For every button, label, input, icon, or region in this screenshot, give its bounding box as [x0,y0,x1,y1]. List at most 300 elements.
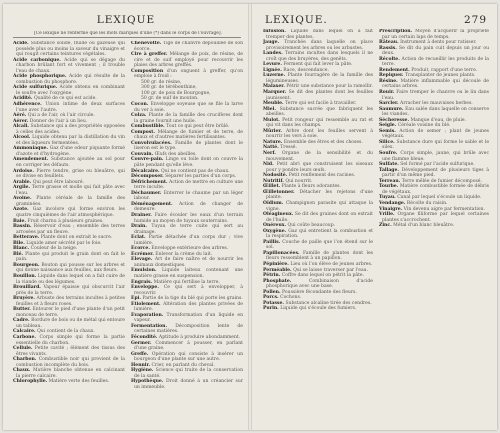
entry-term: Œilletonner. [263,189,295,195]
lexicon-entry [379,46,489,57]
entry-term: Bruyère. [13,296,35,302]
entry-definition: Petite cavité ; élément des tissus des êtres vivants. [16,346,125,357]
entry-term: Ammoniaque. [13,146,49,152]
entry-term: Pétrin. [263,273,281,279]
entry-definition: Droit donné à un créancier sur un immeuble. [134,379,243,390]
entry-definition: Pierre tendre, grise ou bleuâtre, qui se divise en feuillets. [16,168,125,180]
entry-term: Drainer. [131,212,152,218]
entry-definition: Crier, en parlant du cheval. [151,362,215,368]
entry-definition: Lieu où l'on élève de jeunes arbres. [290,261,373,267]
entry-term: Déchaumer. [131,190,162,196]
entry-definition: Qui ne contient pas de chaux. [161,168,230,174]
entry-definition: Qui coûte beaucoup. [287,223,336,229]
entry-definition: Substance alcaline tirée des cendres. [285,300,372,306]
entry-definition: Arracher les mauvaises herbes. [400,101,473,107]
lexicon-entry [263,201,373,212]
entry-term: Déménagement. [131,201,173,207]
lexicon-entry [263,190,373,201]
lexicon-entry [131,191,243,202]
entry-definition: Eau salée dans laquelle on conserve les viandes. [382,106,489,118]
entry-definition: Faire tremper le chanvre ou le lin dans l'eau. [382,90,489,101]
entry-definition: Action de semer ; plant de jeunes végétaux. [382,128,489,140]
entry-definition: Famille de plantes dont le liseron est le type. [134,140,243,152]
entry-term: Natté. [263,145,279,151]
entry-definition: Terrains incultes dans lesquels il ne croît que des bruyères, des genêts. [266,51,373,62]
entry-term: Couvre-pain. [131,157,164,163]
entry-definition: Substance qui a des propriétés opposées à celles des acides. [16,124,125,135]
lexicon-entry [131,268,243,279]
entry-term: Défrichement. [131,179,168,185]
entry-definition: Gaz incolore qui forme environ les quatre cinquièmes de l'air atmosphérique. [16,207,125,218]
entry-term: Brouillard. [13,285,41,291]
entry-definition: Champignon parasite qui attaque la vigne. [266,200,373,212]
entry-definition: Plante dont on extrait le sucre. [40,235,113,241]
entry-definition: Acide qui se dégage du charbon brûlant fort et vivement ; il trouble l'eau de chaux. [16,57,125,74]
lexicon-entry [13,224,125,235]
lexicon-entry [263,51,373,62]
entry-term: Pépinière. [263,261,289,267]
lexicon-entry [13,74,125,85]
entry-definition: Canal par lequel s'écoule un liquide. [397,195,482,201]
entry-definition: Décomposition lente de certaines matières. [134,323,243,335]
lexicon-entry [131,379,243,390]
entry-definition: Arbre dont les feuilles servent à nourrir les vers à soie. [266,128,373,140]
entry-term: Charbon. [13,357,37,363]
lexicon-entry [263,29,373,40]
entry-definition: Ce qui sert à envelopper, à recouvrir. [134,285,243,296]
lexicon-entry [131,341,243,352]
entry-term: Convolvulacées. [131,140,172,146]
entry-definition: Matière combustible formée de débris de végétaux. [382,184,489,195]
entry-term: Prescription. [379,29,413,34]
entry-definition: Liquide laiteux contenant une matière grasse en suspension. [134,268,243,279]
entry-term: Rassis. [379,45,397,51]
lexicon-entry [131,285,243,296]
entry-definition: Commencer à pousser, en parlant d'une graine. [134,340,243,352]
header-rule [13,37,241,38]
entry-definition: Acide qui résulte de la combustion du phosphore. [16,74,125,85]
entry-term: Calcaire. [13,329,36,335]
entry-term: Silice. [379,139,395,145]
entry-definition: Cochons. [280,295,302,301]
entry-definition: Tranchée dans laquelle on place provisoirement les arbres ou les arbustes. [266,40,373,51]
entry-term: Etiolement. [131,301,161,307]
entry-definition: Gaz d'une odeur piquante formé d'azote et d'hydrogène. [16,146,125,157]
lexicon-entry [263,212,373,223]
right-page-columns [263,29,489,424]
entry-definition: Mélange de fumier et de terre, de chaux et d'autres matières fertilisantes. [134,129,243,141]
entry-definition: Linge ou toile dont on couvre la pâte pendant qu'elle lève. [134,157,243,169]
entry-term: Terreau. [379,178,401,184]
entry-term: Bassin. [13,224,32,230]
entry-definition: Faire écouler les eaux d'un terrain humide au moyen de tuyaux souterrains. [134,212,243,224]
entry-definition: Action de recueillir les produits de la terre. [382,56,489,68]
entry-term: Avoine. [13,196,32,202]
entry-term: Adhérence. [13,102,42,108]
lexicon-entry [13,357,125,368]
entry-term: Landes. [263,51,283,57]
entry-definition: Qui contient de la chaux. [37,329,95,335]
entry-definition: Matière inflammable qui découle de certains arbres. [382,78,489,90]
lexicon-entry [131,41,243,52]
entry-term: Bouillon. [13,273,37,279]
lexicon-entry [263,279,373,290]
entry-term: Blanc. [13,246,30,252]
lexicon-entry [13,296,125,307]
entry-term: Acidité. [13,96,33,102]
entry-definition: Gaz qui entretient la combustion et la respiration. [266,228,373,240]
entry-definition: Céréale voisine du blé. [397,123,451,129]
book-spread [3,4,497,430]
entry-term: Chènevotte. [131,41,162,46]
page-number: 279 [463,14,487,26]
entry-definition: Plante à fleurs odorantes. [281,184,341,190]
entry-term: Zinc. [379,223,392,229]
lexicon-entry [131,141,243,152]
entry-definition: Petit abri que construisent les oiseaux pour y pondre leurs œufs. [266,162,373,173]
entry-term: Hypothèque. [131,379,164,385]
entry-definition: Entourer le pied d'une plante d'un petit monceau de terre. [16,307,125,318]
entry-term: Acide carbonique. [13,57,61,63]
right-page-header [265,14,487,26]
entry-term: Nutritif. [263,178,284,184]
entry-term: Blé. [13,251,24,257]
lexicon-entry [263,306,373,312]
entry-term: Tallage. [379,167,399,173]
entry-definition: Transplanter de jeunes plants. [404,73,476,79]
lexicon-entry [13,157,125,168]
lexicon-entry [379,140,489,151]
entry-definition: Couleur de la neige. [30,246,78,252]
lexicon-entry [131,180,243,191]
entry-definition: Vapeur épaisse qui obscurcit l'air près de la terre. [16,285,125,296]
lexicon-entry [263,129,373,140]
entry-term: Cocon. [131,102,149,108]
entry-term: Vrille. [379,212,395,218]
lexicon-entry [13,124,125,135]
lexicon-entry [379,79,489,90]
entry-definition: Récolte du raisin. [406,200,448,206]
entry-definition: Couche de paille que l'on étend sur le sol. [266,239,373,251]
lexicon-entry [131,368,243,379]
entry-term: Baie. [13,218,26,224]
lexicon-entry [263,251,373,262]
entry-definition: Plante céréale de la famille des graminées. [16,196,125,207]
lexicon-entry [13,335,125,346]
lexicon-entry [263,107,373,118]
entry-definition: Qui a de l'air, où l'air circule. [27,113,95,119]
entry-term: Alcool. [13,135,31,141]
entry-definition: Liquide dans lequel on a fait cuire de la viande ou des légumes. [16,273,125,285]
entry-definition: Liquide amer sécrété par le foie. [26,240,102,246]
entry-term: Carbone. [13,334,36,340]
entry-term: Tuyau. [379,195,396,201]
entry-definition: Matière qui fertilise la terre. [153,279,220,285]
lexicon-entry [131,69,243,80]
entry-definition: Liquide dans lequel on a fait tremper des plantes. [266,29,373,40]
entry-term: Cadre. [13,318,30,324]
entry-term: Epi. [131,296,141,302]
entry-definition: Bouton qui pousse sur les arbres et qui donne naissance aux feuilles, aux fleurs. [16,262,125,274]
right-page [251,4,497,430]
entry-term: Ecorce. [131,246,150,252]
entry-sub-line: 500 gr. de résine, [141,79,182,85]
lexicon-entry [263,240,373,251]
entry-term: Germer. [131,340,152,346]
entry-definition: Tressé. [280,145,297,151]
entry-definition: Qualité de ce qui est acide. [33,96,97,102]
entry-term: Greffe. [131,351,149,357]
entry-definition: Petit rongeur qui ressemble au rat et qui vit dans les champs. [266,117,373,129]
entry-definition: Plante fourragère de la famille des légumineuses. [266,73,373,84]
entry-term: Vinaigre. [379,206,403,212]
lexicon-entry [131,102,243,113]
lexicon-entry [13,285,125,296]
lexicon-entry [131,324,243,335]
entry-definition: Se dit du pain cuit depuis un jour ou deux. [382,45,489,57]
lexicon-entry [379,57,489,68]
entry-term: Acide phosphorique. [13,74,67,80]
entry-term: Eclat. [131,235,146,241]
lexicon-entry [379,168,489,179]
entry-definition: Séparer les parties d'un corps. [165,174,237,180]
entry-term: Chlorophylle. [13,379,48,385]
entry-definition: Fruit charnu à plusieurs graines. [27,218,104,224]
entry-definition: Substance sucrée que fabriquent les abeilles. [266,106,373,118]
entry-term: Sécheresse. [379,117,410,123]
entry-definition: Aptitude à produire abondamment. [158,334,241,340]
entry-term: Phosphate. [263,278,292,284]
entry-term: Tourbe. [379,184,399,190]
entry-definition: Corps simple qui forme la partie essentielle du charbon. [16,334,125,346]
lexicon-entry [379,184,489,195]
entry-definition: Partie de la tige du blé qui porte les grains. [142,296,243,302]
entry-term: Rendement. [379,67,410,73]
entry-term: Seigle. [379,123,397,129]
left-column-2 [131,41,243,424]
lexicon-entry [13,58,125,75]
entry-term: Aéré. [13,113,27,119]
entry-term: Miel. [263,106,276,112]
entry-term: Enveloppe. [131,285,159,291]
lexicon-entry [131,224,243,235]
lexicon-entry [131,352,243,363]
entry-definition: Petit renflement des racines. [288,173,356,179]
entry-term: Hygiène. [131,368,154,374]
entry-term: Lignée. [263,67,282,73]
entry-definition: Donner de l'air à un lieu. [29,118,88,124]
lexicon-entry [13,368,125,379]
entry-definition: Enveloppe soyeuse que se file la larve du ver à soie. [134,102,243,113]
entry-term: Oléagineux. [263,212,294,218]
entry-definition: Tuyau de terre cuite qui sert au drainage. [134,224,243,235]
entry-definition: Action de changer de demeure. [134,201,243,213]
entry-term: Drain. [131,224,147,230]
entry-term: Purin. [263,306,279,312]
entry-definition: Mélange de poix, de résine, de cire et de suif employé pour recouvrir les plaies des arbres greffés. [134,52,243,69]
entry-term: Potasse. [263,300,284,306]
lexicon-entry [13,185,125,196]
entry-definition: Tout ce qui peut être brûlé. [166,124,230,130]
lexicon-entry [13,252,125,263]
lexicon-entry [13,196,125,207]
lexicon-entry [13,85,125,96]
entry-term: Hennir. [131,362,151,368]
lexicon-entry [263,151,373,162]
entry-definition: Manque d'eau, de pluie. [410,117,467,123]
entry-term: Aérer. [13,118,29,124]
entry-term: Fécondité. [131,334,158,340]
lexicon-entry [13,207,125,218]
lexicon-subtitle: [Ce lexique ne renferme que les mots marqués d'une (*) dans le corps de l'ouvrage]. [34,31,222,36]
entry-sub-line: 300 gr. de térébenthine, [141,85,197,91]
entry-definition: Opération qui consiste à insérer un bourgeon d'une plante sur une autre. [134,351,243,363]
lexicon-entry [13,346,125,357]
entry-term: Soufre. [379,151,398,157]
lexicon-entry [131,313,243,324]
entry-definition: Œufs des abeilles. [154,151,197,157]
entry-term: Fermentation. [131,323,168,329]
entry-term: Vendange. [379,200,406,206]
entry-definition: Acide obtenu en combinant le soufre avec l'oxygène. [16,85,125,96]
entry-term: Argile. [13,185,31,191]
entry-definition: Se dit des graines dont on extrait de l'huile. [266,212,373,223]
entry-definition: Partie détachée d'un corps dur ; vive lumière. [134,235,243,246]
entry-definition: Enveloppe extérieure des arbres. [151,246,229,252]
lexicon-entry [379,90,489,101]
lexicon-entry [13,41,125,58]
entry-term: Perméable. [263,267,292,273]
entry-definition: Race, descendance. [283,67,329,73]
entry-term: Combustible. [131,124,165,130]
entry-definition: Développement de plusieurs tiges à partir d'un même pied. [382,167,489,179]
entry-definition: Moyen d'acquérir la propriété par un certain laps de temps. [382,29,489,40]
lexicon-entry [13,169,125,180]
lexicon-entry [263,162,373,173]
entry-definition: Union intime de deux surfaces l'une avec l'autre. [16,102,125,113]
entry-definition: Plante de la famille des crucifères dont la graine fournit une huile. [134,113,243,124]
entry-term: Oxygène. [263,228,287,234]
entry-term: Bourgeon. [13,262,40,268]
entry-term: Pollen. [263,289,281,295]
entry-term: Jauge. [263,40,280,46]
entry-definition: Sel formé par l'acide sulfurique. [400,162,475,168]
left-page-title: LEXIQUE [96,14,156,26]
entry-term: Cellule. [13,346,33,352]
entry-definition: Altération des plantes privées de lumière. [134,301,243,313]
entry-definition: Substance solide, fluide ou gazeuse qui possède plus ou moins la saveur du vinaigre et qui rougit certains teintures végétales. [16,41,125,58]
lexicon-entry [131,130,243,141]
entry-term: Nodosité. [263,173,288,179]
lexicon-entry [379,151,489,162]
entry-definition: Qui peut être labouré. [32,179,84,185]
entry-term: Meuble. [263,101,284,107]
entry-definition: Liquide obtenu par la distillation du vin et des liqueurs fermentées. [16,135,125,146]
entry-definition: Coffre dans lequel on pétrit la pâte. [281,273,365,279]
entry-term: Ardoise. [13,168,34,174]
entry-term: Résine. [379,78,398,84]
lexicon-entry [13,318,125,329]
entry-definition: Se dit des plantes dont les feuilles jaunissent. [266,90,373,101]
entry-definition: Terre grasse et molle qui fait pâte avec l'eau. [16,185,125,196]
left-page [3,4,249,430]
entry-term: Alcali. [13,124,30,130]
entry-term: Arable. [13,179,32,185]
entry-definition: Combustible noir qui provient de la combustion incomplète du bois. [16,357,125,368]
entry-term: Décomposer. [131,174,164,180]
lexicon-entry [379,223,489,229]
entry-term: Sarcler. [379,101,399,107]
entry-definition: Enlever la crème du lait. [155,251,213,257]
entry-definition: Bordure de bois ou de métal qui entoure un tableau. [16,318,125,329]
entry-definition: d'un onguent à greffer, qu'on emploie à froid : [134,68,243,80]
lexicon-entry [131,257,243,268]
entry-term: Compost. [131,129,155,135]
entry-term: Ecrémer. [131,251,154,257]
entry-term: Acide sulfurique. [13,85,58,91]
entry-term: Chaux. [13,368,31,374]
entry-term: Bile. [13,240,25,246]
entry-term: Porcs. [263,295,279,301]
entry-term: Mulot. [263,117,280,123]
entry-definition: Science qui traite de la conservation de la santé. [134,368,243,379]
entry-definition: Substance dure qui forme le sable et le silex. [382,139,489,151]
entry-definition: Liquide qui s'écoule des fumiers. [280,306,357,312]
entry-definition: Ferment qui fait lever la pâte. [283,62,353,68]
lexicon-entry [13,307,125,318]
lexicon-entry [13,146,125,157]
entry-definition: Vin devenu aigre par fermentation. [403,206,485,212]
entry-term: Emulsion. [131,268,157,274]
entry-definition: Famille de plantes dont les fleurs ressemblent à un papillon. [266,250,373,262]
entry-definition: Poussière fécondante des fleurs. [282,289,357,295]
entry-term: Infusion. [263,29,286,34]
lexicon-entry [379,212,489,223]
lexicon-entry [13,263,125,274]
entry-definition: Qui nourrit. [285,178,313,184]
entry-definition: Arbuste des terrains incultes à petites feuilles et à fleurs roses. [16,296,125,307]
lexicon-entry [131,202,243,213]
entry-term: Oïdium. [263,200,284,206]
entry-term: Azote. [13,207,29,213]
right-page-title: LEXIQUE. [265,14,328,26]
entry-term: Saumure. [379,106,404,112]
entry-term: Rouir. [379,90,395,96]
entry-definition: Organe filiforme par lequel certaines plantes s'accrochent. [382,212,489,223]
entry-definition: Métal d'un blanc bleuâtre. [393,223,455,229]
entry-term: Colza. [131,113,147,119]
right-column-1 [263,29,373,424]
left-page-columns [13,41,243,424]
entry-term: Onéreux. [263,223,287,229]
right-column-2 [379,29,489,424]
entry-definition: Détacher les rejetons d'une plante. [266,189,373,201]
entry-definition: Matière verte des feuilles. [48,379,110,385]
entry-definition: Substance ajoutée au sol pour en corriger les défauts. [16,157,125,169]
entry-definition: Pétrir une substance pour la ramollir. [286,84,373,90]
entry-term: Œillet. [263,184,281,190]
lexicon-entry [379,29,489,40]
entry-term: Levure. [263,62,282,68]
entry-term: Acide. [13,41,29,46]
lexicon-entry [131,52,243,69]
entry-sub-line: 50 gr. de suif de mouton. [141,96,199,102]
entry-term: Engrais. [131,279,153,285]
entry-term: Paillis. [263,239,281,245]
entry-definition: Art de faire naître et de nourrir les animaux domestiques. [134,257,243,268]
entry-term: Amendement. [13,157,49,163]
lexicon-entry [13,379,125,385]
